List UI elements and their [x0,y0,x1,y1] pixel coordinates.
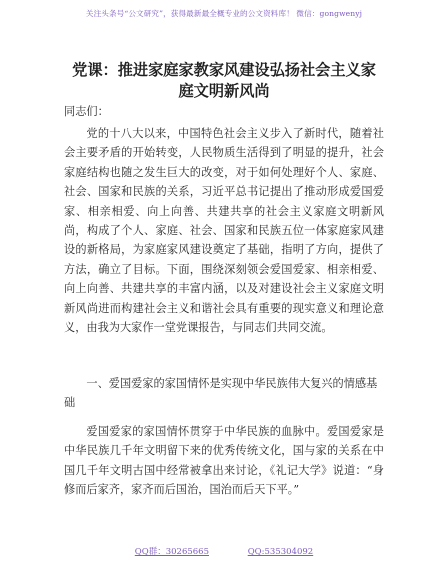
title-line-1: 党课：推进家庭家教家风建设弘扬社会主义家 [72,61,376,79]
qq-group-link[interactable]: QQ群：30265665 [134,547,209,557]
paragraph-section-1: 爱国爱家的家国情怀贯穿于中华民族的血脉中。爱国爱家是中华民族几千年文明留下来的优秀传统文化，国与家的关系在中国几千年文明古国中经常被拿出来讨论，《礼记大学》说道：“身修而后家齐，家齐而后国治，国治而后天下平。” [64,425,384,497]
paragraph-intro: 党的十八大以来，中国特色社会主义步入了新时代，随着社会主要矛盾的开始转变，人民物质生活得到了明显的提升，社会家庭结构也随之发生巨大的改变，对于如何处理好个人、家庭、社会、国家和民族的关系，习近平总书记提出了推动形成爱国爱家、相亲相爱、向上向善、共建共享的社会主义家庭文明新风尚，构成了个人、家庭、社会、国家和民族五位一体家庭家风建设的新格局，为家庭家风建设奠定了基础，指明了方向，提供了方法，确立了目标。下面，围绕深刻领会爱国爱家、相亲相爱、向上向善、共建共享的丰富内涵，以及对建设社会主义家庭文明新风尚进而构建社会主义和谐社会具有重要的现实意义和理论意义，由我为大家作一堂党课报告，与同志们共同交流。 [64,127,384,335]
qq-link[interactable]: QQ:535304092 [247,547,314,557]
document-title [62,60,386,102]
footer [0,545,448,557]
header-notice: 关注头条号“公文研究”，获得最新最全概专业的公文资料库！ 微信：gongwenyj [85,9,363,18]
greeting: 同志们： [64,105,109,118]
title-line-2: 庭文明新风尚 [178,82,270,100]
section-heading-1: 一、爱国爱家的家国情怀是实现中华民族伟大复兴的情感基础 [64,377,378,410]
